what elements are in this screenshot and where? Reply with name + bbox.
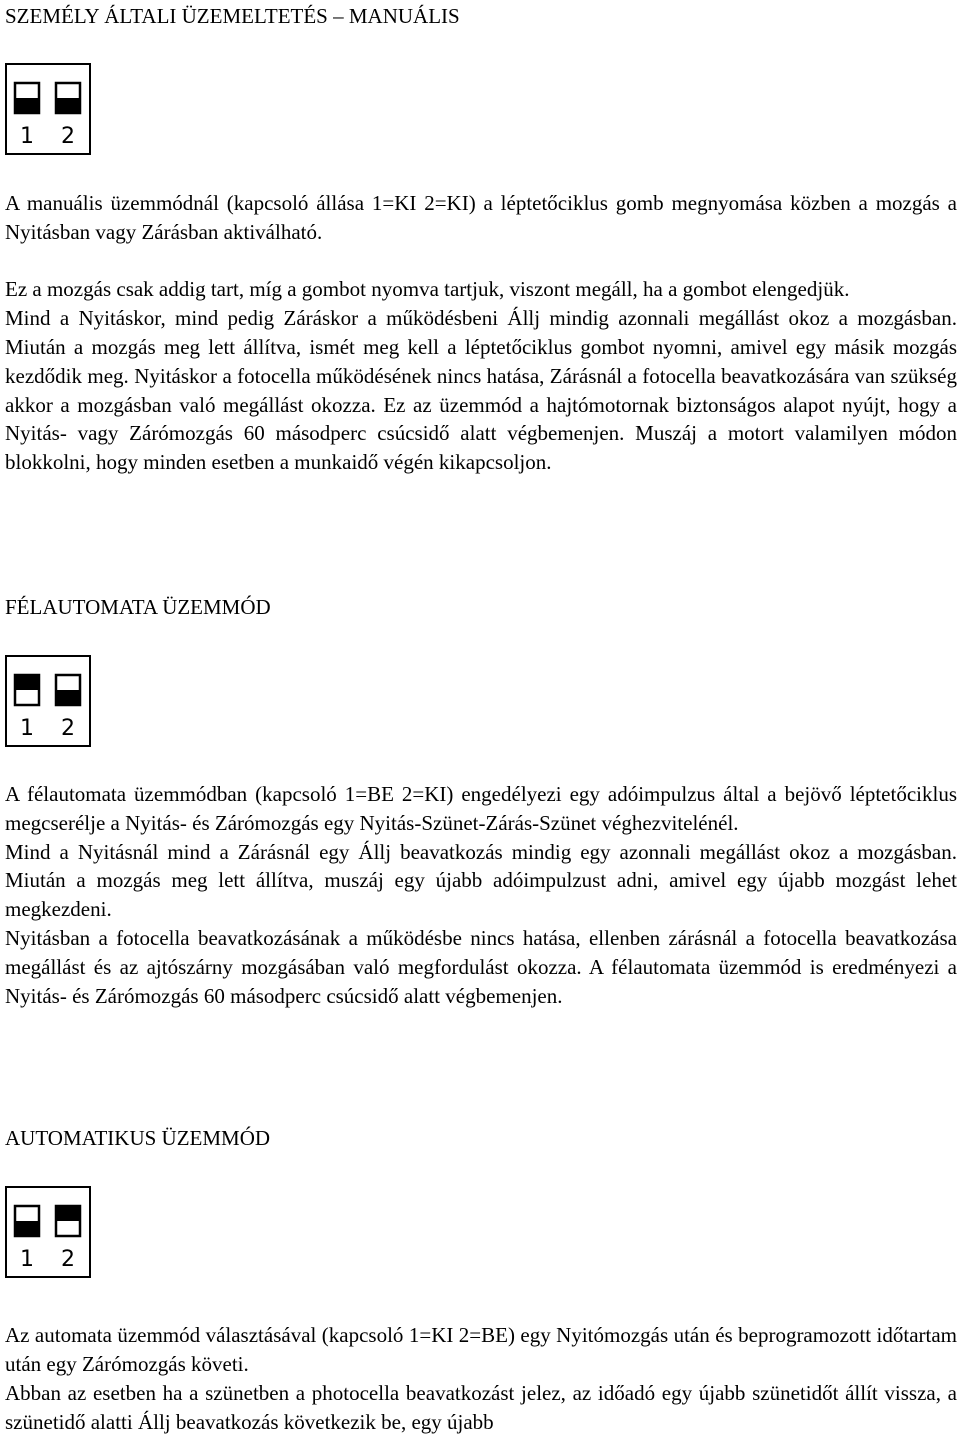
switch-2-lever: [56, 1206, 80, 1221]
dip-switch-icon: [5, 1186, 91, 1278]
paragraph: Mind a Nyitáskor, mind pedig Záráskor a működésbeni Állj mindig azonnali megállást okoz a mozgásban. Miután a mozgás meg lett állítva, ismét meg kell a léptetőciklus gombot nyomni, amivel egy másik mozgás kezdődik meg. Nyitáskor a fotocella működésének nincs hatása, Zárásnál a fotocella beavatkozására van szükség akkor a mozgásban való megállást okozza. Ez az üzemmód a hajtómotornak biztonságos alapot nyújt, hogy a Nyitás- vagy Zárómozgás 60 másodperc csúcsidő alatt végbemenjen. Muszáj a motort valamilyen módon blokkolni, hogy minden esetben a munkaidő végén kikapcsoljon.: [5, 306, 957, 475]
switch-2-lever: [56, 690, 80, 705]
switch-2-number: 2: [61, 716, 75, 741]
paragraph: Nyitásban a fotocella beavatkozásának a működésbe nincs hatása, ellenben zárásnál a fotocella beavatkozása megállást és az ajtószárny mozgásában való megfordulást okozza. A félautomata üzemmód is eredményezi a Nyitás- és Zárómozgás 60 másodperc csúcsidő alatt végbemenjen.: [5, 925, 957, 1008]
paragraph: Mind a Nyitásnál mind a Zárásnál egy Állj beavatkozás mindig egy azonnali megállást okoz a mozgásban. Miután a mozgás meg lett állítva, muszáj egy újabb adóimpulzust adni, amivel egy újabb mozgást lehet megkezdeni.: [5, 839, 957, 922]
section-title-semi-auto: FÉLAUTOMATA ÜZEMMÓD: [5, 595, 271, 619]
switch-2-lever: [56, 98, 80, 113]
semi-auto-mode-text: [5, 780, 957, 1010]
switch-1-number: 1: [20, 124, 34, 149]
paragraph: Ez a mozgás csak addig tart, míg a gombot nyomva tartjuk, viszont megáll, ha a gombot elengedjük.: [5, 277, 850, 302]
dip-switch-icon: [5, 655, 91, 747]
dip-switch-diagram-manual: [5, 63, 91, 155]
paragraph: A manuális üzemmódnál (kapcsoló állása 1=KI 2=KI) a léptetőciklus gomb megnyomása közben a mozgás a Nyitásban vagy Zárásban aktiválható.: [5, 191, 957, 244]
switch-2-number: 2: [61, 1247, 75, 1272]
paragraph: Az automata üzemmód választásával (kapcsoló 1=KI 2=BE) egy Nyitómozgás után és beprogramozott időtartam után egy Zárómozgás követi.: [5, 1323, 957, 1376]
automatic-mode-text: [5, 1321, 957, 1437]
paragraph: A félautomata üzemmódban (kapcsoló 1=BE 2=KI) engedélyezi egy adóimpulzus által a bejövő léptetőciklus megcserélje a Nyitás- és Zárómozgás egy Nyitás-Szünet-Zárás-Szünet véghezvitelénél.: [5, 782, 957, 835]
manual-mode-text: [5, 189, 957, 477]
switch-1-number: 1: [20, 716, 34, 741]
switch-2-number: 2: [61, 124, 75, 149]
switch-1-lever: [15, 675, 39, 690]
dip-switch-diagram-semi-auto: [5, 655, 91, 747]
switch-1-lever: [15, 98, 39, 113]
dip-switch-icon: [5, 63, 91, 155]
section-title-automatic: AUTOMATIKUS ÜZEMMÓD: [5, 1126, 271, 1150]
dip-switch-diagram-automatic: [5, 1186, 91, 1278]
page-title: SZEMÉLY ÁLTALI ÜZEMELTETÉS – MANUÁLIS: [5, 4, 460, 28]
paragraph: Abban az esetben ha a szünetben a photocella beavatkozást jelez, az időadó egy újabb szünetidőt állít vissza, a szünetidő alatti Állj beavatkozás következik be, egy újabb: [5, 1381, 957, 1434]
switch-1-lever: [15, 1221, 39, 1236]
switch-1-number: 1: [20, 1247, 34, 1272]
